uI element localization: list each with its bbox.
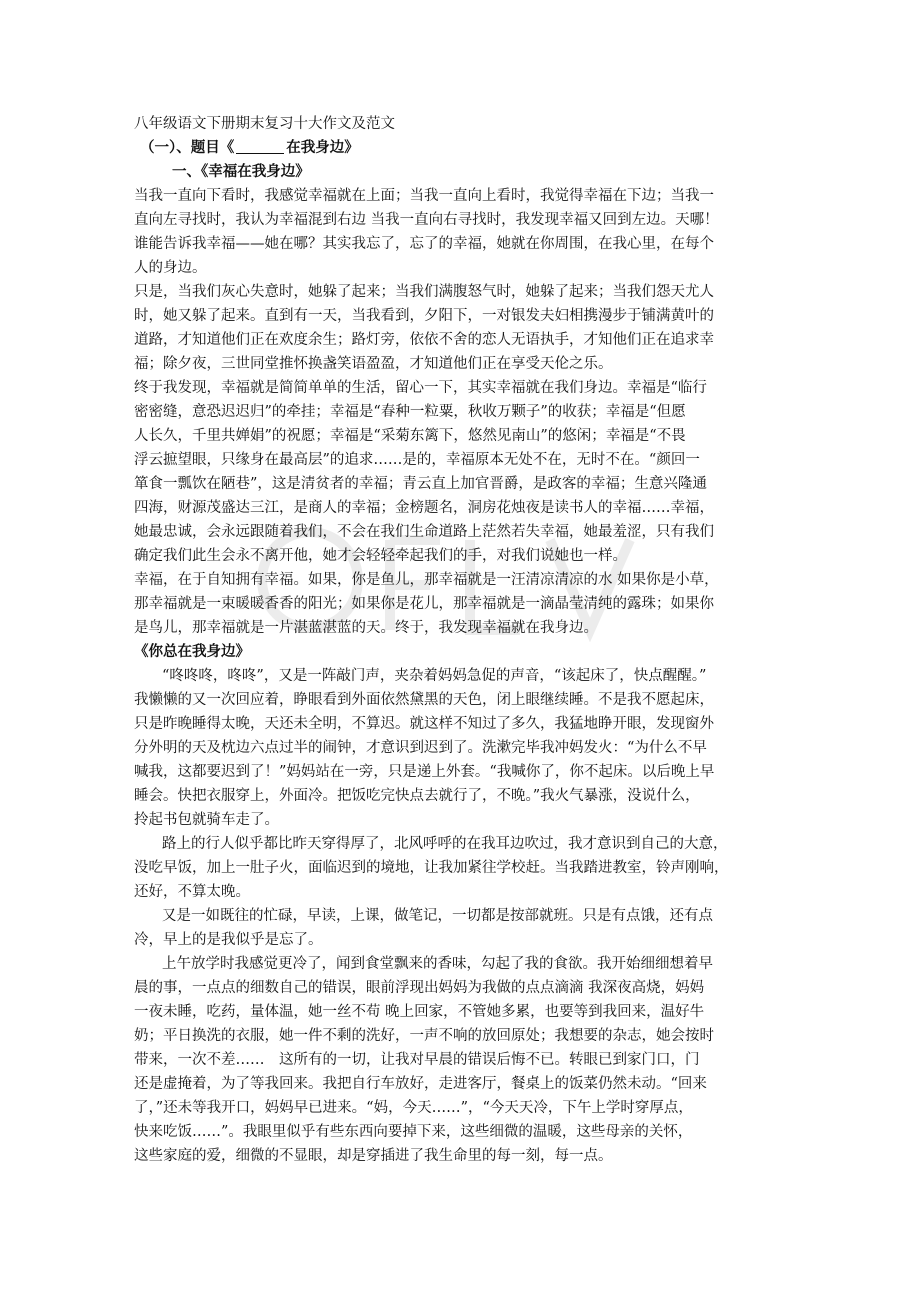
- essay2-line: 睡会。快把衣服穿上，外面冷。把饭吃完快点去就行了，不晚。”我火气暴涨，没说什么，: [134, 788, 700, 804]
- essay1-line: 福；除夕夜，三世同堂推怀换盏笑语盈盈，才知道他们正在享受天伦之乐。: [134, 356, 613, 372]
- essay1-line: 人长久，千里共婵娟”的祝愿；幸福是“采菊东篱下，悠然见南山”的悠闲；幸福是“不畏: [134, 428, 686, 444]
- section-heading: [134, 136, 794, 160]
- essay1-line: 道路，才知道他们正在欢度余生；路灯旁，依依不舍的恋人无语执手，才知他们正在追求幸: [134, 332, 714, 348]
- essay1-heading: 一、《幸福在我身边》: [172, 163, 310, 180]
- essay1-line: 确定我们此生会永不离开他，她才会轻轻牵起我们的手，对我们说她也一样。: [134, 548, 627, 564]
- essay1-line: 只是，当我们灰心失意时，她躲了起来；当我们满腹怒气时，她躲了起来；当我们怨天尤人: [134, 284, 714, 300]
- essay1-line: 四海，财源茂盛达三江，是商人的幸福；金榜题名，洞房花烛夜是读书人的幸福……幸福，: [134, 500, 714, 516]
- document-page: [134, 112, 794, 1168]
- essay1-line: 浮云摭望眼，只缘身在最高层”的追求……是的，幸福原本无处不在，无时不在。“颜回一: [134, 452, 700, 468]
- essay1-line: 当我一直向下看时，我感觉幸福就在上面；当我一直向上看时，我觉得幸福在下边；当我一: [134, 188, 714, 204]
- essay2-line: “咚咚咚，咚咚”，又是一阵敲门声，夹杂着妈妈急促的声音，“该起床了，快点醒醒。”: [162, 668, 707, 684]
- essay2-line: 上午放学时我感觉更冷了，闻到食堂飘来的香味，勾起了我的食欲。我开始细细想着早: [162, 956, 713, 972]
- essay2-line: 冷，早上的是我似乎是忘了。: [134, 932, 323, 948]
- essay2-line: 奶；平日换洗的衣服，她一件不剩的洗好，一声不响的放回原处；我想要的杂志，她会按时: [134, 1028, 714, 1044]
- essay2-line: 只是昨晚睡得太晚，天还未全明，不算迟。就这样不知过了多久，我猛地睁开眼，发现窗外: [134, 716, 714, 732]
- section-heading-suffix: 在我身边》: [286, 139, 359, 156]
- essay2-line: 我懒懒的又一次回应着，睁眼看到外面依然黛黑的天色，闭上眼继续睡。不是我不愿起床，: [134, 692, 714, 708]
- essay2-line: 带来，一次不差…… 这所有的一切，让我对早晨的错误后悔不已。转眼已到家门口，门: [134, 1052, 700, 1068]
- essay2-line: 又是一如既往的忙碌，早读，上课，做笔记，一切都是按部就班。只是有点饿，还有点: [162, 908, 713, 924]
- essay2-heading: 《你总在我身边》: [134, 643, 250, 660]
- essay2-line: 快来吃饭……”。我眼里似乎有些东西向要掉下来，这些细微的温暖，这些母亲的关怀，: [134, 1124, 693, 1140]
- fill-in-blank: [236, 139, 284, 154]
- essay1-line: 直向左寻找时，我认为幸福混到右边 当我一直向右寻找时，我发现幸福又回到左边。天哪！: [134, 212, 719, 228]
- essay1-line: 密密缝，意恐迟迟归”的牵挂；幸福是“春种一粒粟，秋收万颗子”的收获；幸福是“但愿: [134, 404, 686, 420]
- essay2-line: 还好，不算太晚。: [134, 884, 250, 900]
- essay1-line: 终于我发现，幸福就是简简单单的生活，留心一下，其实幸福就在我们身边。幸福是“临行: [134, 380, 707, 396]
- essay2-line: 还是虚掩着，为了等我回来。我把自行车放好，走进客厅，餐桌上的饭菜仍然未动。“回来: [134, 1076, 707, 1092]
- essay2-line: 分外明的天及枕边六点过半的闹钟，才意识到迟到了。洗漱完毕我冲妈发火：“为什么不早: [134, 740, 707, 756]
- essay1-line: 她最忠诚，会永远跟随着我们，不会在我们生命道路上茫然若失幸福，她最羞涩，只有我们: [134, 524, 714, 540]
- essay1-line: 是鸟儿，那幸福就是一片湛蓝湛蓝的天。终于，我发现幸福就在我身边。: [134, 620, 598, 636]
- essay2-line: 喊我，这都要迟到了！”妈妈站在一旁，只是递上外套。“我喊你了，你不起床。以后晚上早: [134, 764, 715, 780]
- essay2-line: 拎起书包就骑车走了。: [134, 812, 279, 828]
- essay1-line: 那幸福就是一束暖暖香香的阳光；如果你是花儿，那幸福就是一滴晶莹清纯的露珠；如果你: [134, 596, 714, 612]
- essay1-line: 人的身边。: [134, 260, 207, 276]
- essay2-line: 晨的事，一点点的细数自己的错误，眼前浮现出妈妈为我做的点点滴滴 我深夜高烧，妈妈: [134, 980, 705, 996]
- essay1-body: [134, 184, 794, 640]
- essay2-line: 这些家庭的爱，细微的不显眼，却是穿插进了我生命里的每一刻，每一点。: [134, 1148, 613, 1164]
- essay1-line: 谁能告诉我幸福——她在哪？其实我忘了，忘了的幸福，她就在你周围，在我心里，在每个: [134, 236, 714, 252]
- essay1-line: 幸福，在于自知拥有幸福。如果，你是鱼儿，那幸福就是一汪清凉清凉的水 如果你是小草，: [134, 572, 719, 588]
- essay1-line: 时，她又躲了起来。直到有一天，当我看到，夕阳下，一对银发夫妇相携漫步于铺满黄叶的: [134, 308, 714, 324]
- essay2-line: 路上的行人似乎都比昨天穿得厚了，北风呼呼的在我耳边吹过，我才意识到自己的大意，: [162, 836, 728, 852]
- essay2-line: 了，”还未等我开口，妈妈早已进来。“妈，今天……”，“今天天冷，下午上学时穿厚点，: [134, 1100, 693, 1116]
- essay2-body: [134, 664, 794, 1168]
- essay2-line: 没吃早饭，加上一肚子火，面临迟到的境地，让我加紧往学校赶。当我踏进教室，铃声刚响，: [134, 860, 729, 876]
- essay2-line: 一夜未睡，吃药，量体温，她一丝不苟 晚上回家，不管她多累，也要等到我回来，温好牛: [134, 1004, 705, 1020]
- essay1-line: 箪食一瓢饮在陋巷”，这是清贫者的幸福；青云直上加官晋爵，是政客的幸福；生意兴隆通: [134, 476, 707, 492]
- document-title: 八年级语文下册期末复习十大作文及范文: [134, 116, 395, 132]
- section-heading-prefix: （一）、题目《: [140, 139, 235, 156]
